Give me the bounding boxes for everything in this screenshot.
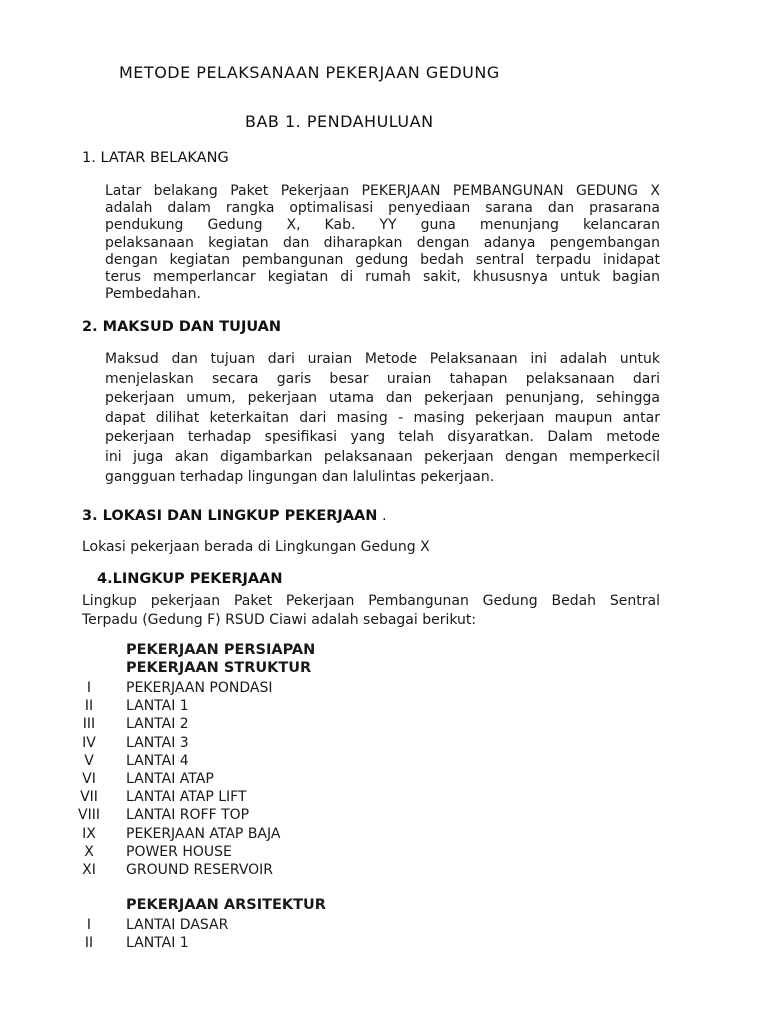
- item-number: X: [84, 843, 94, 860]
- section-3-heading-suffix: .: [382, 508, 387, 524]
- architecture-list: [70, 916, 400, 952]
- section-4-body: [82, 592, 660, 630]
- text-line: pelaksanaan kegiatan dan diharapkan dengan adanya pengembangan: [105, 234, 660, 251]
- list-item: [70, 825, 400, 843]
- list-item: [70, 916, 400, 934]
- text-line: gangguan terhadap lingungan dan lalulintas pekerjaan.: [105, 468, 495, 485]
- list-item: [70, 679, 400, 697]
- list-item: [70, 734, 400, 752]
- item-number: VI: [82, 770, 96, 787]
- list-item: [70, 934, 400, 952]
- item-label: LANTAI 3: [126, 734, 189, 751]
- item-number: VII: [80, 789, 98, 806]
- item-number: XI: [82, 861, 96, 878]
- text-line: pekerjaan umum, pekerjaan utama dan pekerjaan penunjang, sehingga: [105, 390, 660, 407]
- section-2-heading: 2. MAKSUD DAN TUJUAN: [82, 319, 282, 335]
- item-label: LANTAI 1: [126, 698, 189, 715]
- item-label: LANTAI ATAP: [126, 770, 214, 787]
- item-number: V: [84, 752, 94, 769]
- item-label: LANTAI 2: [126, 716, 189, 733]
- document-title: METODE PELAKSANAAN PEKERJAAN GEDUNG: [119, 63, 500, 82]
- item-label: POWER HOUSE: [126, 843, 232, 860]
- prep-heading: PEKERJAAN PERSIAPAN: [126, 642, 316, 658]
- text-line: dapat dilihat keterkaitan dari masing - masing pekerjaan maupun antar: [105, 409, 660, 426]
- section-2-body: [105, 350, 660, 487]
- list-item: [70, 806, 400, 824]
- item-number: II: [84, 698, 94, 715]
- structure-list: [70, 679, 400, 879]
- item-label: LANTAI ROFF TOP: [126, 807, 250, 824]
- list-item: [70, 843, 400, 861]
- text-line: terus memperlancar kegiatan di rumah sakit, khususnya untuk bagian: [105, 269, 660, 286]
- item-label: PEKERJAAN PONDASI: [126, 680, 273, 696]
- text-line: Terpadu (Gedung F) RSUD Ciawi adalah sebagai berikut:: [82, 612, 477, 628]
- list-item: [70, 861, 400, 879]
- text-line: Latar belakang Paket Pekerjaan PEKERJAAN PEMBANGUNAN GEDUNG X: [105, 183, 660, 199]
- section-4-heading: 4.LINGKUP PEKERJAAN: [97, 571, 283, 587]
- item-number: III: [82, 716, 96, 733]
- text-line: Pembedahan.: [105, 286, 201, 303]
- item-number: II: [84, 935, 94, 952]
- architecture-heading: PEKERJAAN ARSITEKTUR: [126, 897, 326, 913]
- text-line: adalah dalam rangka optimalisasi penyediaan sarana dan prasarana: [105, 200, 660, 217]
- section-1-heading: 1. LATAR BELAKANG: [82, 150, 229, 166]
- list-item: [70, 697, 400, 715]
- list-item: [70, 788, 400, 806]
- text-line: menjelaskan secara garis besar uraian tahapan pelaksanaan dari: [105, 370, 660, 387]
- list-item: [70, 715, 400, 733]
- section-3-text: Lokasi pekerjaan berada di Lingkungan Gedung X: [82, 539, 430, 555]
- section-3-heading: [82, 508, 387, 524]
- text-line: pekerjaan terhadap spesifikasi yang telah disyaratkan. Dalam metode: [105, 429, 660, 446]
- item-label: GROUND RESERVOIR: [126, 861, 274, 878]
- item-number: I: [86, 680, 92, 696]
- text-line: ini juga akan digambarkan pelaksanaan pekerjaan dengan memperkecil: [105, 448, 660, 465]
- structure-heading: PEKERJAAN STRUKTUR: [126, 660, 312, 676]
- item-number: I: [86, 917, 92, 933]
- section-1-body: [105, 183, 660, 303]
- section-3-heading-text: 3. LOKASI DAN LINGKUP PEKERJAAN: [82, 508, 378, 524]
- text-line: Maksud dan tujuan dari uraian Metode Pelaksanaan ini adalah untuk: [105, 351, 660, 367]
- item-label: PEKERJAAN ATAP BAJA: [126, 825, 281, 842]
- item-number: VIII: [78, 807, 100, 824]
- text-line: dengan kegiatan pembangunan gedung bedah sentral terpadu inidapat: [105, 251, 660, 268]
- list-item: [70, 752, 400, 770]
- list-item: [70, 770, 400, 788]
- item-label: LANTAI 4: [126, 752, 189, 769]
- item-number: IV: [82, 734, 96, 751]
- item-label: LANTAI 1: [126, 935, 189, 952]
- text-line: pendukung Gedung X, Kab. YY guna menunjang kelancaran: [105, 217, 660, 234]
- chapter-heading: BAB 1. PENDAHULUAN: [245, 112, 434, 131]
- item-label: LANTAI ATAP LIFT: [126, 789, 247, 806]
- item-label: LANTAI DASAR: [126, 917, 229, 933]
- item-number: IX: [82, 825, 96, 842]
- text-line: Lingkup pekerjaan Paket Pekerjaan Pembangunan Gedung Bedah Sentral: [82, 593, 660, 609]
